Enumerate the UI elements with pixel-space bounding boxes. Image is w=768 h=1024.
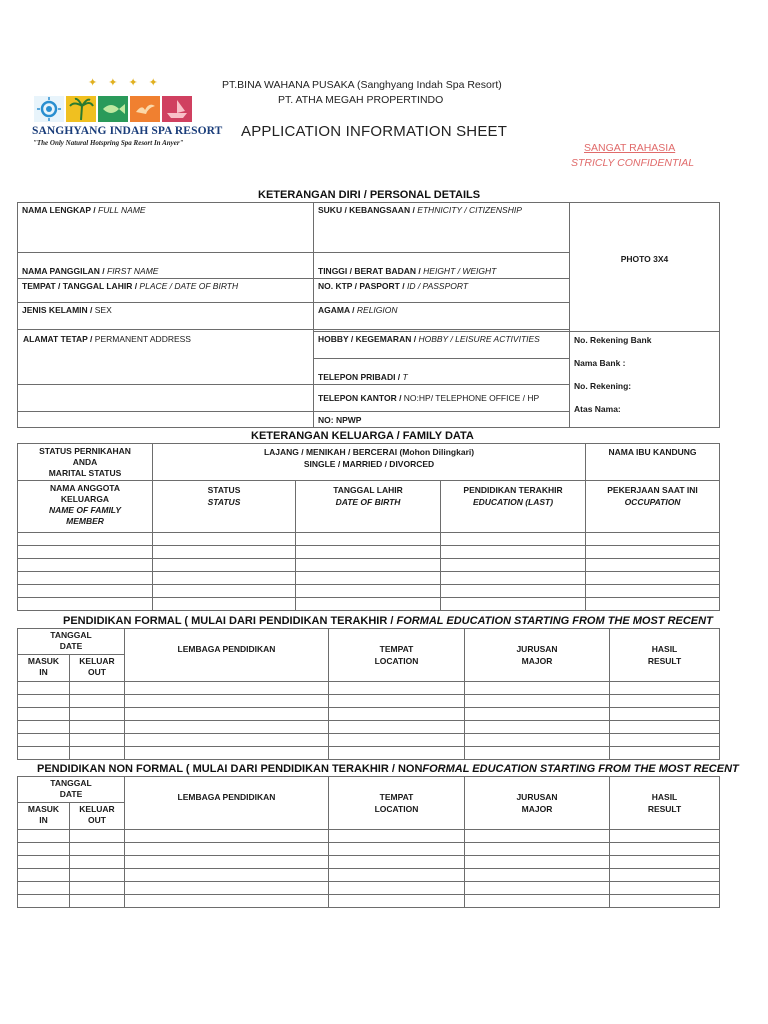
nonformal-result-label-en: RESULT bbox=[647, 804, 682, 814]
table-cell[interactable] bbox=[125, 869, 329, 882]
formal-result-label: HASIL bbox=[651, 644, 678, 654]
formal-education-title bbox=[63, 615, 713, 627]
star-icon: ✦ bbox=[148, 77, 158, 89]
table-cell[interactable] bbox=[153, 559, 296, 572]
table-cell[interactable] bbox=[153, 572, 296, 585]
bank-name-label: Nama Bank : bbox=[574, 358, 626, 368]
table-cell[interactable] bbox=[18, 585, 153, 598]
table-cell[interactable] bbox=[465, 882, 610, 895]
table-cell[interactable] bbox=[18, 708, 70, 721]
page-title: APPLICATION INFORMATION SHEET bbox=[241, 123, 508, 140]
table-row bbox=[18, 585, 720, 598]
formal-institution-label: LEMBAGA PENDIDIKAN bbox=[177, 644, 276, 654]
table-cell[interactable] bbox=[70, 895, 125, 908]
account-number-label: No. Rekening: bbox=[574, 381, 632, 391]
confidential-label-en: STRICLY CONFIDENTIAL bbox=[571, 157, 695, 169]
rating-stars bbox=[88, 78, 158, 89]
occupation-label-en: OCCUPATION bbox=[624, 497, 681, 507]
table-cell[interactable] bbox=[70, 695, 125, 708]
table-cell[interactable] bbox=[18, 682, 70, 695]
religion-label-en: RELIGION bbox=[356, 305, 398, 315]
member-label-2: KELUARGA bbox=[60, 494, 110, 504]
table-cell[interactable] bbox=[18, 843, 70, 856]
nonformal-location-label-en: LOCATION bbox=[374, 804, 419, 814]
personal-details-table bbox=[17, 202, 720, 428]
table-row bbox=[18, 721, 720, 734]
office-phone-label: TELEPON KANTOR / bbox=[318, 393, 404, 403]
table-cell[interactable] bbox=[125, 895, 329, 908]
nonformal-in-label: MASUK bbox=[27, 804, 60, 814]
table-cell[interactable] bbox=[329, 747, 465, 760]
table-cell[interactable] bbox=[610, 695, 720, 708]
table-row bbox=[18, 882, 720, 895]
formal-in-label-en: IN bbox=[39, 667, 48, 677]
table-cell[interactable] bbox=[329, 843, 465, 856]
table-row bbox=[18, 734, 720, 747]
table-row bbox=[18, 747, 720, 760]
nonformal-date-header bbox=[18, 777, 125, 803]
table-cell[interactable] bbox=[329, 721, 465, 734]
table-cell[interactable] bbox=[586, 559, 720, 572]
nonformal-out-label: KELUAR bbox=[79, 804, 115, 814]
hobby-label-en: HOBBY / LEISURE ACTIVITIES bbox=[418, 334, 540, 344]
table-row bbox=[18, 695, 720, 708]
nonformal-major-label: JURUSAN bbox=[516, 792, 558, 802]
table-cell[interactable] bbox=[70, 721, 125, 734]
education-label-en: EDUCATION (LAST) bbox=[472, 497, 554, 507]
table-cell[interactable] bbox=[18, 856, 70, 869]
sex-field[interactable] bbox=[18, 303, 314, 330]
table-cell[interactable] bbox=[610, 856, 720, 869]
nonformal-in-label-en: IN bbox=[39, 815, 48, 825]
fish-icon bbox=[98, 96, 128, 122]
marital-options-en: SINGLE / MARRIED / DIVORCED bbox=[303, 459, 435, 469]
npwp-field[interactable] bbox=[314, 412, 570, 428]
education-label: PENDIDIKAN TERAKHIR bbox=[463, 485, 563, 495]
height-weight-field[interactable] bbox=[314, 253, 570, 279]
office-phone-label-en: NO:HP/ TELEPHONE OFFICE / HP bbox=[403, 393, 540, 403]
table-cell[interactable] bbox=[153, 598, 296, 611]
table-cell[interactable] bbox=[18, 747, 70, 760]
bird-icon bbox=[130, 96, 160, 122]
member-label-1: NAMA ANGGOTA bbox=[49, 483, 121, 493]
table-cell[interactable] bbox=[610, 869, 720, 882]
table-cell[interactable] bbox=[465, 856, 610, 869]
full-name-field[interactable] bbox=[18, 203, 314, 253]
formal-education-table bbox=[17, 628, 720, 760]
table-cell[interactable] bbox=[441, 585, 586, 598]
table-cell[interactable] bbox=[18, 695, 70, 708]
company-line-2: PT. ATHA MEGAH PROPERTINDO bbox=[278, 94, 444, 106]
table-cell[interactable] bbox=[125, 882, 329, 895]
nonformal-title-id: PENDIDIKAN NON FORMAL ( MULAI DARI PENDIDIKAN TERAKHIR / NON bbox=[37, 763, 423, 775]
table-cell[interactable] bbox=[329, 869, 465, 882]
table-cell[interactable] bbox=[465, 869, 610, 882]
palm-tree-icon bbox=[66, 96, 96, 122]
table-cell[interactable] bbox=[125, 734, 329, 747]
table-cell[interactable] bbox=[70, 843, 125, 856]
table-cell[interactable] bbox=[465, 734, 610, 747]
table-cell[interactable] bbox=[18, 533, 153, 546]
hobby-label: HOBBY / KEGEMARAN / bbox=[318, 334, 419, 344]
table-cell[interactable] bbox=[610, 843, 720, 856]
table-cell[interactable] bbox=[153, 585, 296, 598]
table-cell[interactable] bbox=[465, 695, 610, 708]
mother-name-label: NAMA IBU KANDUNG bbox=[608, 447, 697, 457]
marital-status-options[interactable] bbox=[153, 444, 586, 481]
table-cell[interactable] bbox=[610, 682, 720, 695]
formal-major-label-en: MAJOR bbox=[521, 656, 553, 666]
marital-label-3: MARITAL STATUS bbox=[48, 468, 122, 478]
ktp-field[interactable] bbox=[314, 279, 570, 303]
sun-icon bbox=[34, 96, 64, 122]
table-cell[interactable] bbox=[153, 533, 296, 546]
table-cell[interactable] bbox=[296, 546, 441, 559]
table-cell[interactable] bbox=[18, 598, 153, 611]
table-cell[interactable] bbox=[441, 546, 586, 559]
address-label: ALAMAT TETAP / bbox=[23, 334, 95, 344]
ethnicity-label-en: ETHNICITY / CITIZENSHIP bbox=[417, 205, 522, 215]
formal-location-header bbox=[329, 629, 465, 682]
table-cell[interactable] bbox=[153, 546, 296, 559]
table-cell[interactable] bbox=[18, 572, 153, 585]
table-cell[interactable] bbox=[70, 830, 125, 843]
boat-icon bbox=[162, 96, 192, 122]
dob-header bbox=[296, 481, 441, 533]
formal-major-label: JURUSAN bbox=[516, 644, 558, 654]
formal-out-header bbox=[70, 655, 125, 682]
star-icon: ✦ bbox=[88, 77, 98, 89]
table-cell[interactable] bbox=[18, 546, 153, 559]
table-cell[interactable] bbox=[329, 830, 465, 843]
table-cell[interactable] bbox=[329, 856, 465, 869]
ethnicity-label: SUKU / KEBANGSAAN / bbox=[318, 205, 418, 215]
formal-in-header bbox=[18, 655, 70, 682]
formal-institution-header bbox=[125, 629, 329, 682]
status-header bbox=[153, 481, 296, 533]
formal-title-id: PENDIDIKAN FORMAL ( MULAI DARI PENDIDIKAN TERAKHIR / bbox=[63, 615, 397, 627]
table-cell[interactable] bbox=[296, 598, 441, 611]
marital-options-id: LAJANG / MENIKAH / BERCERAI (Mohon Dilingkari) bbox=[263, 447, 475, 457]
star-icon: ✦ bbox=[108, 77, 118, 89]
ethnicity-field[interactable] bbox=[314, 203, 570, 253]
personal-phone-field[interactable] bbox=[314, 359, 570, 385]
height-weight-label: TINGGI / BERAT BADAN / bbox=[318, 266, 424, 276]
nonformal-date-label-en: DATE bbox=[59, 789, 83, 799]
nonformal-date-label: TANGGAL bbox=[50, 778, 92, 788]
full-name-label: NAMA LENGKAP / bbox=[22, 205, 99, 215]
nonformal-out-header bbox=[70, 803, 125, 830]
occupation-header bbox=[586, 481, 720, 533]
table-cell[interactable] bbox=[18, 882, 70, 895]
table-row bbox=[18, 856, 720, 869]
table-cell[interactable] bbox=[125, 695, 329, 708]
first-name-field[interactable] bbox=[18, 253, 314, 279]
table-cell[interactable] bbox=[125, 830, 329, 843]
account-holder-label: Atas Nama: bbox=[574, 404, 621, 414]
table-cell[interactable] bbox=[329, 895, 465, 908]
photo-box[interactable] bbox=[570, 203, 720, 332]
table-cell[interactable] bbox=[296, 572, 441, 585]
table-cell[interactable] bbox=[70, 708, 125, 721]
table-cell[interactable] bbox=[18, 830, 70, 843]
nonformal-location-header bbox=[329, 777, 465, 830]
table-row bbox=[18, 869, 720, 882]
table-cell[interactable] bbox=[586, 533, 720, 546]
table-cell[interactable] bbox=[586, 598, 720, 611]
address-line[interactable] bbox=[18, 412, 314, 428]
nonformal-location-label: TEMPAT bbox=[379, 792, 414, 802]
education-header bbox=[441, 481, 586, 533]
table-cell[interactable] bbox=[586, 585, 720, 598]
table-row bbox=[18, 559, 720, 572]
table-cell[interactable] bbox=[465, 708, 610, 721]
first-name-label: NAMA PANGGILAN / bbox=[22, 266, 107, 276]
nonformal-education-title bbox=[37, 763, 739, 775]
nonformal-major-label-en: MAJOR bbox=[521, 804, 553, 814]
npwp-label: NO: NPWP bbox=[318, 415, 362, 425]
formal-result-header bbox=[610, 629, 720, 682]
table-cell[interactable] bbox=[465, 830, 610, 843]
dob-label: TANGGAL LAHIR bbox=[333, 485, 403, 495]
nonformal-result-label: HASIL bbox=[651, 792, 678, 802]
birth-label: TEMPAT / TANGGAL LAHIR / bbox=[22, 281, 140, 291]
table-cell[interactable] bbox=[18, 721, 70, 734]
bank-account-label: No. Rekening Bank bbox=[574, 335, 652, 345]
table-cell[interactable] bbox=[465, 843, 610, 856]
address-line[interactable] bbox=[18, 385, 314, 412]
company-line-1: PT.BINA WAHANA PUSAKA (Sanghyang Indah Spa Resort) bbox=[222, 79, 502, 91]
full-name-label-en: FULL NAME bbox=[98, 205, 146, 215]
table-cell[interactable] bbox=[329, 695, 465, 708]
table-row bbox=[18, 682, 720, 695]
photo-label: PHOTO 3X4 bbox=[620, 254, 669, 264]
table-cell[interactable] bbox=[70, 747, 125, 760]
table-cell[interactable] bbox=[70, 734, 125, 747]
table-cell[interactable] bbox=[296, 533, 441, 546]
table-row bbox=[18, 895, 720, 908]
table-cell[interactable] bbox=[70, 869, 125, 882]
personal-phone-label: TELEPON PRIBADI / bbox=[318, 372, 403, 382]
formal-title-en: FORMAL EDUCATION STARTING FROM THE MOST RECENT bbox=[396, 615, 713, 627]
nonformal-result-header bbox=[610, 777, 720, 830]
formal-location-label: TEMPAT bbox=[379, 644, 414, 654]
birth-field[interactable] bbox=[18, 279, 314, 303]
hobby-field[interactable] bbox=[314, 332, 570, 359]
table-cell[interactable] bbox=[610, 895, 720, 908]
family-member-header bbox=[18, 481, 153, 533]
formal-date-label-en: DATE bbox=[59, 641, 83, 651]
table-cell[interactable] bbox=[125, 721, 329, 734]
mother-name-field[interactable] bbox=[586, 444, 720, 481]
table-cell[interactable] bbox=[586, 572, 720, 585]
table-row bbox=[18, 843, 720, 856]
table-cell[interactable] bbox=[296, 559, 441, 572]
table-cell[interactable] bbox=[329, 882, 465, 895]
status-label: STATUS bbox=[207, 485, 241, 495]
table-cell[interactable] bbox=[329, 682, 465, 695]
nonformal-out-label-en: OUT bbox=[88, 815, 106, 825]
table-cell[interactable] bbox=[465, 682, 610, 695]
religion-field[interactable] bbox=[314, 303, 570, 330]
status-label-en: STATUS bbox=[207, 497, 241, 507]
table-row bbox=[18, 830, 720, 843]
table-row bbox=[18, 708, 720, 721]
nonformal-title-en: FORMAL EDUCATION STARTING FROM THE MOST RECENT bbox=[422, 763, 739, 775]
confidential-label-id: SANGAT RAHASIA bbox=[584, 142, 676, 154]
marital-status-label-cell bbox=[18, 444, 153, 481]
logo-tiles bbox=[34, 96, 192, 122]
table-cell[interactable] bbox=[441, 533, 586, 546]
formal-location-label-en: LOCATION bbox=[374, 656, 419, 666]
member-label-en-2: MEMBER bbox=[66, 516, 104, 526]
member-label-en-1: NAME OF FAMILY bbox=[48, 505, 122, 515]
table-cell[interactable] bbox=[125, 747, 329, 760]
occupation-label: PEKERJAAN SAAT INI bbox=[607, 485, 698, 495]
table-cell[interactable] bbox=[125, 708, 329, 721]
nonformal-in-header bbox=[18, 803, 70, 830]
personal-phone-label-en: T bbox=[402, 372, 408, 382]
table-row bbox=[18, 598, 720, 611]
ktp-label-en: ID / PASSPORT bbox=[406, 281, 469, 291]
table-cell[interactable] bbox=[329, 708, 465, 721]
dob-label-en: DATE OF BIRTH bbox=[335, 497, 401, 507]
table-cell[interactable] bbox=[18, 895, 70, 908]
table-cell[interactable] bbox=[610, 708, 720, 721]
table-cell[interactable] bbox=[441, 598, 586, 611]
brand-name: SANGHYANG INDAH SPA RESORT bbox=[32, 125, 223, 137]
table-cell[interactable] bbox=[125, 843, 329, 856]
family-section-title: KETERANGAN KELUARGA / FAMILY DATA bbox=[251, 430, 474, 442]
marital-label-1: STATUS PERNIKAHAN bbox=[39, 446, 131, 456]
table-cell[interactable] bbox=[610, 882, 720, 895]
bank-info-box[interactable] bbox=[570, 332, 720, 428]
first-name-label-en: FIRST NAME bbox=[107, 266, 159, 276]
table-cell[interactable] bbox=[125, 682, 329, 695]
table-cell[interactable] bbox=[465, 721, 610, 734]
formal-out-label: KELUAR bbox=[79, 656, 115, 666]
table-cell[interactable] bbox=[441, 572, 586, 585]
table-cell[interactable] bbox=[18, 559, 153, 572]
office-phone-field[interactable] bbox=[314, 385, 570, 412]
star-icon: ✦ bbox=[128, 77, 138, 89]
formal-in-label: MASUK bbox=[27, 656, 60, 666]
table-cell[interactable] bbox=[586, 546, 720, 559]
sex-label-en: SEX bbox=[94, 305, 112, 315]
table-cell[interactable] bbox=[329, 734, 465, 747]
religion-label: AGAMA / bbox=[318, 305, 357, 315]
table-cell[interactable] bbox=[18, 869, 70, 882]
nonformal-institution-label: LEMBAGA PENDIDIKAN bbox=[177, 792, 276, 802]
height-weight-label-en: HEIGHT / WEIGHT bbox=[423, 266, 497, 276]
table-row bbox=[18, 533, 720, 546]
table-row bbox=[18, 572, 720, 585]
formal-date-header bbox=[18, 629, 125, 655]
formal-out-label-en: OUT bbox=[88, 667, 106, 677]
address-label-wrap bbox=[19, 332, 195, 346]
brand-tagline: "The Only Natural Hotspring Spa Resort In Anyer" bbox=[33, 139, 184, 147]
address-label-en: PERMANENT ADDRESS bbox=[94, 334, 191, 344]
table-cell[interactable] bbox=[465, 747, 610, 760]
marital-label-2: ANDA bbox=[72, 457, 98, 467]
nonformal-education-table bbox=[17, 776, 720, 908]
personal-section-title: KETERANGAN DIRI / PERSONAL DETAILS bbox=[258, 189, 481, 201]
table-cell[interactable] bbox=[610, 721, 720, 734]
sex-label: JENIS KELAMIN / bbox=[22, 305, 95, 315]
table-cell[interactable] bbox=[125, 856, 329, 869]
table-cell[interactable] bbox=[610, 830, 720, 843]
formal-result-label-en: RESULT bbox=[647, 656, 682, 666]
ktp-label: NO. KTP / PASPORT / bbox=[318, 281, 407, 291]
table-cell[interactable] bbox=[610, 734, 720, 747]
table-cell[interactable] bbox=[70, 682, 125, 695]
table-cell[interactable] bbox=[441, 559, 586, 572]
birth-label-en: PLACE / DATE OF BIRTH bbox=[139, 281, 239, 291]
table-cell[interactable] bbox=[18, 734, 70, 747]
table-row bbox=[18, 546, 720, 559]
nonformal-institution-header bbox=[125, 777, 329, 830]
nonformal-major-header bbox=[465, 777, 610, 830]
table-cell[interactable] bbox=[70, 882, 125, 895]
family-data-table bbox=[17, 443, 720, 611]
formal-date-label: TANGGAL bbox=[50, 630, 92, 640]
table-cell[interactable] bbox=[465, 895, 610, 908]
table-cell[interactable] bbox=[610, 747, 720, 760]
formal-major-header bbox=[465, 629, 610, 682]
table-cell[interactable] bbox=[70, 856, 125, 869]
table-cell[interactable] bbox=[296, 585, 441, 598]
